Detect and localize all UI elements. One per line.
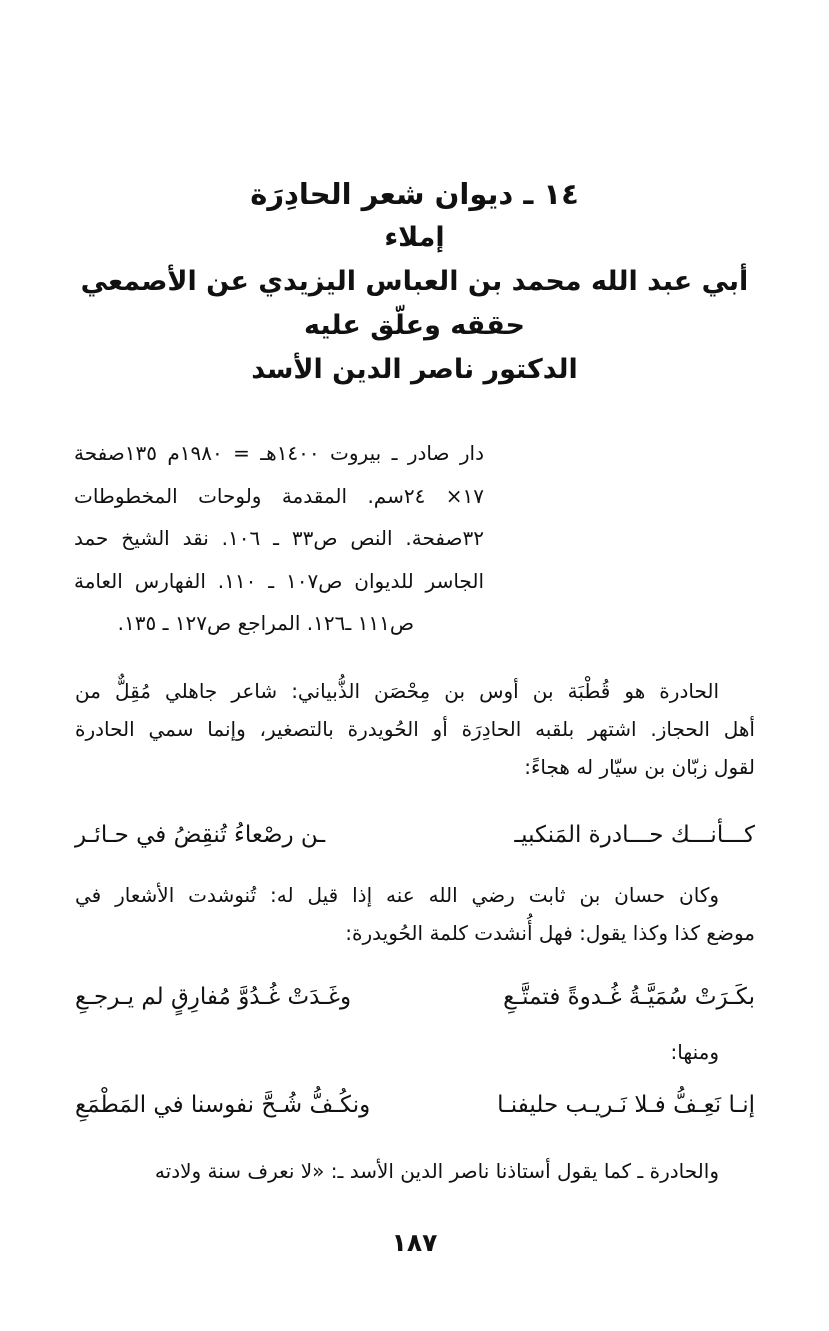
text-line: لقول زبّان بن سيّار له هجاءً: — [524, 755, 755, 779]
verse-second-hemistich: ـن رصْعاءُ تُنقِضُ في حـائـر — [75, 822, 326, 848]
verse-first-hemistich: بكَـرَتْ سُمَيَّـةُ غُـدوةً فتمتَّـعِ — [503, 984, 755, 1010]
biblio-line: الجاسر للديوان ص١٠٧ ـ ١١٠. الفهارس العامة — [74, 568, 484, 593]
paragraph-intro — [75, 672, 755, 786]
bibliographic-details — [74, 432, 484, 645]
dictation-label: إملاء — [384, 222, 445, 253]
verse-line-1 — [75, 822, 755, 848]
verse-second-hemistich: وغَـدَتْ غُـدُوَّ مُفارِقٍ لم يـرجـعِ — [75, 984, 352, 1010]
biblio-line: ص١١١ ـ١٢٦. المراجع ص١٢٧ ـ ١٣٥. — [117, 611, 414, 635]
editor-label: حققه وعلّق عليه — [304, 310, 525, 341]
text-line: وكان حسان بن ثابت رضي الله عنه إذا قيل له: تُنوشدت الأشعار في — [75, 883, 719, 907]
text-line: الحادرة هو قُطْبَة بن أوس بن مِحْصَن الذُّبياني: شاعر جاهلي مُقِلٌّ من — [75, 679, 719, 703]
verse-line-3 — [75, 1092, 755, 1118]
minha-label: ومنها: — [670, 1040, 719, 1064]
paragraph-hassan — [75, 876, 755, 952]
biblio-line: دار صادر ـ بيروت ١٤٠٠هـ = ١٩٨٠م ١٣٥صفحة — [74, 441, 484, 465]
page-number: ١٨٧ — [391, 1228, 438, 1257]
biblio-line: ٣٢صفحة. النص ص٣٣ ـ ١٠٦. نقد الشيخ حمد — [74, 526, 484, 550]
biblio-line: ١٧× ٢٤سم. المقدمة ولوحات المخطوطات — [74, 483, 484, 508]
entry-title: ١٤ ـ ديوان شعر الحادِرَة — [250, 177, 579, 211]
editor-name: الدكتور ناصر الدين الأسد — [251, 354, 578, 385]
text-line: والحادرة ـ كما يقول أستاذنا ناصر الدين الأسد ـ: «لا نعرف سنة ولادته — [154, 1159, 719, 1183]
narrator-name: أبي عبد الله محمد بن العباس اليزيدي عن الأصمعي — [80, 266, 749, 297]
verse-first-hemistich: كـــأنـــك حـــادرة المَنكبيـ — [514, 822, 755, 848]
verse-line-2 — [75, 984, 755, 1010]
verse-first-hemistich: إنـا نَعِـفُّ فـلا نَـريـب حليفنـا — [497, 1092, 755, 1118]
heading-block — [60, 172, 769, 392]
paragraph-final — [75, 1152, 755, 1190]
text-line: موضع كذا وكذا يقول: فهل أُنشدت كلمة الحُويدرة: — [345, 921, 755, 945]
verse-second-hemistich: ونكُـفُّ شُـحَّ نفوسنا في المَطْمَعِ — [75, 1092, 371, 1118]
text-line: أهل الحجاز. اشتهر بلقبه الحادِرَة أو الحُويدرة بالتصغير، وإنما سمي الحادرة — [75, 717, 755, 741]
